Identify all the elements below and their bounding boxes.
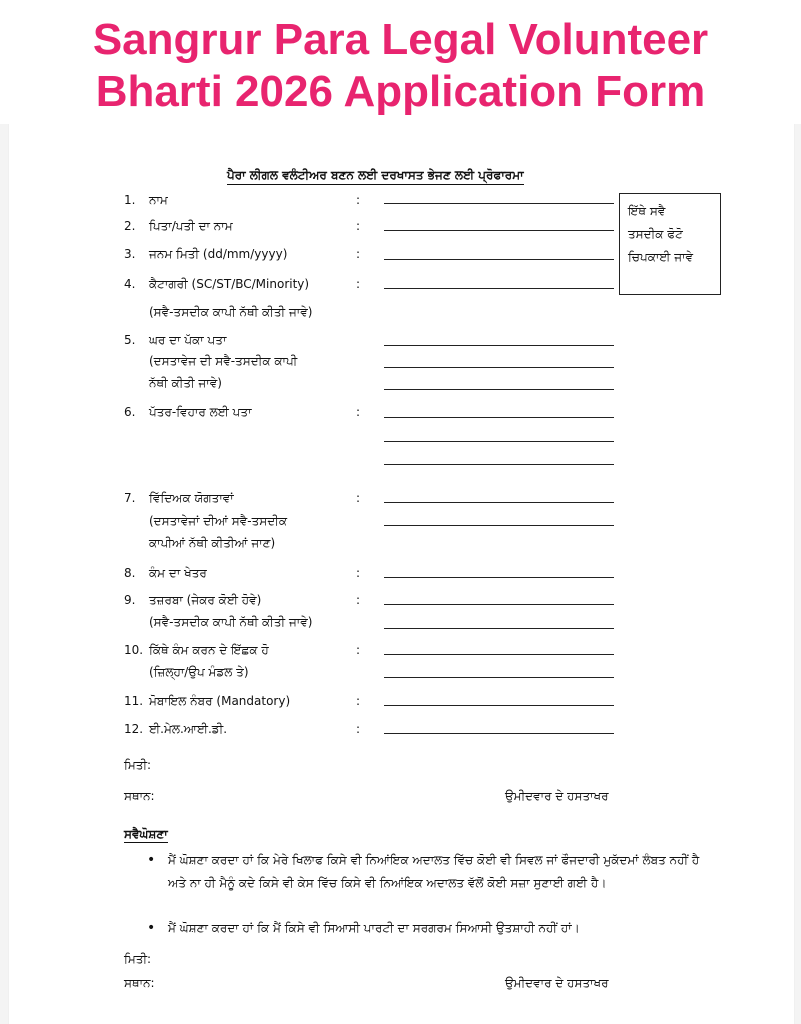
field-label-email: ਈ.ਮੇਲ.ਆਈ.ਡੀ. [149, 722, 228, 736]
banner-title [0, 14, 801, 118]
field-colon: : [356, 219, 361, 233]
place-label: ਸਥਾਨ: [124, 789, 155, 803]
field-colon: : [356, 722, 361, 736]
preferred-location-field-1[interactable] [384, 654, 614, 655]
field-colon: : [356, 405, 361, 419]
photo-box-line: ਇੱਥੇ ਸਵੈ [628, 204, 666, 218]
field-note: (ਸਵੈ-ਤਸਦੀਕ ਕਾਪੀ ਨੱਥੀ ਕੀਤੀ ਜਾਵੇ) [149, 305, 313, 319]
field-colon: : [356, 643, 361, 657]
permanent-address-field-3[interactable] [384, 389, 614, 390]
field-note: (ਜ਼ਿਲ੍ਹਾ/ਉਪ ਮੰਡਲ ਤੇ) [149, 665, 249, 679]
banner-title-line1: Sangrur Para Legal Volunteer [92, 15, 709, 64]
field-note: ਕਾਪੀਆਂ ਨੱਥੀ ਕੀਤੀਆਂ ਜਾਣ) [149, 536, 276, 550]
field-label-dob: ਜਨਮ ਮਿਤੀ (dd/mm/yyyy) [149, 247, 288, 261]
field-number: 3. [124, 247, 136, 261]
field-note: (ਦਸਤਾਵੇਜਾਂ ਦੀਆਂ ਸਵੈ-ਤਸਦੀਕ [149, 514, 287, 528]
field-label-permanent-address: ਘਰ ਦਾ ਪੱਕਾ ਪਤਾ [149, 333, 227, 347]
field-number: 5. [124, 333, 136, 347]
signature-label: ਉਮੀਦਵਾਰ ਦੇ ਹਸਤਾਖਰ [505, 789, 609, 803]
correspondence-address-field-1[interactable] [384, 417, 614, 418]
field-label-mobile: ਮੋਬਾਇਲ ਨੰਬਰ (Mandatory) [149, 694, 291, 708]
declaration-heading: ਸਵੈਘੋਸ਼ਣਾ [124, 827, 168, 841]
photo-box-line: ਤਸਦੀਕ ਫੋਟੋ [628, 227, 683, 241]
photo-box [619, 193, 721, 295]
name-field[interactable] [384, 203, 614, 204]
field-label-preferred-location: ਕਿੱਥੇ ਕੰਮ ਕਰਨ ਦੇ ਇੱਛਕ ਹੋ [149, 643, 269, 657]
bullet-icon: • [147, 920, 156, 936]
field-label-correspondence-address: ਪੱਤਰ-ਵਿਹਾਰ ਲਈ ਪਤਾ [149, 405, 252, 419]
field-note: ਨੱਥੀ ਕੀਤੀ ਜਾਵੇ) [149, 376, 222, 390]
field-label-experience: ਤਜ਼ਰਬਾ (ਜੇਕਰ ਕੋਈ ਹੋਵੇ) [149, 593, 262, 607]
field-colon: : [356, 491, 361, 505]
field-number: 12. [124, 722, 144, 736]
field-label-education: ਵਿੱਦਿਅਕ ਯੋਗਤਾਵਾਂ [149, 491, 234, 505]
field-number: 6. [124, 405, 136, 419]
education-field-1[interactable] [384, 502, 614, 503]
field-number: 10. [124, 643, 144, 657]
correspondence-address-field-2[interactable] [384, 441, 614, 442]
email-field[interactable] [384, 733, 614, 734]
banner [0, 0, 801, 124]
category-field[interactable] [384, 288, 614, 289]
field-colon: : [356, 247, 361, 261]
permanent-address-field-2[interactable] [384, 367, 614, 368]
field-label-category: ਕੈਟਾਗਰੀ (SC/ST/BC/Minority) [149, 277, 310, 291]
page-shadow-left [0, 124, 8, 1024]
photo-box-line: ਚਿਪਕਾਈ ਜਾਵੇ [628, 250, 694, 264]
place-label: ਸਥਾਨ: [124, 976, 155, 990]
field-number: 2. [124, 219, 136, 233]
field-number: 4. [124, 277, 136, 291]
field-note: (ਸਵੈ-ਤਸਦੀਕ ਕਾਪੀ ਨੱਥੀ ਕੀਤੀ ਜਾਵੇ) [149, 615, 313, 629]
field-label-work-area: ਕੰਮ ਦਾ ਖੇਤਰ [149, 566, 207, 580]
field-note: (ਦਸਤਾਵੇਜ ਦੀ ਸਵੈ-ਤਸਦੀਕ ਕਾਪੀ [149, 354, 298, 368]
field-number: 11. [124, 694, 144, 708]
permanent-address-field-1[interactable] [384, 345, 614, 346]
experience-field-1[interactable] [384, 604, 614, 605]
declaration-item: ਮੈਂ ਘੋਸ਼ਣਾ ਕਰਦਾ ਹਾਂ ਕਿ ਮੇਰੇ ਖਿਲਾਫ ਕਿਸੇ ਵੀ ਨਿਆਂਇਕ ਅਦਾਲਤ ਵਿੱਚ ਕੋਈ ਵੀ ਸਿਵਲ ਜਾਂ ਫੌਜਦਾਰੀ ਮੁਕੱਦਮਾਂ ਲੰਬਤ ਨਹੀਂ ਹੈ ਅਤੇ ਨਾ ਹੀ ਮੈਨੂੰ ਕਦੇ ਕਿਸੇ ਵੀ ਕੇਸ ਵਿੱਚ ਕਿਸੇ ਵੀ ਨਿਆਂਇਕ ਅਦਾਲਤ ਵੱਲੋਂ ਕੋਈ ਸਜ਼ਾ ਸੁਣਾਈ ਗਈ ਹੈ। [168, 853, 700, 890]
signature-label: ਉਮੀਦਵਾਰ ਦੇ ਹਸਤਾਖਰ [505, 976, 609, 990]
mobile-field[interactable] [384, 705, 614, 706]
bullet-icon: • [147, 852, 156, 868]
field-number: 8. [124, 566, 136, 580]
date-label: ਮਿਤੀ: [124, 952, 152, 966]
experience-field-2[interactable] [384, 628, 614, 629]
field-label-father-name: ਪਿਤਾ/ਪਤੀ ਦਾ ਨਾਮ [149, 219, 233, 233]
declaration-item: ਮੈਂ ਘੋਸ਼ਣਾ ਕਰਦਾ ਹਾਂ ਕਿ ਮੈਂ ਕਿਸੇ ਵੀ ਸਿਆਸੀ ਪਾਰਟੀ ਦਾ ਸਰਗਰਮ ਸਿਆਸੀ ਉਤਸ਼ਾਹੀ ਨਹੀਂ ਹਾਂ। [168, 921, 580, 935]
field-colon: : [356, 193, 361, 207]
father-name-field[interactable] [384, 230, 614, 231]
education-field-2[interactable] [384, 525, 614, 526]
field-colon: : [356, 694, 361, 708]
dob-field[interactable] [384, 259, 614, 260]
banner-title-line2: Bharti 2026 Application Form [95, 67, 706, 116]
field-number: 7. [124, 491, 136, 505]
preferred-location-field-2[interactable] [384, 677, 614, 678]
form-heading: ਪੈਰਾ ਲੀਗਲ ਵਲੰਟੀਅਰ ਬਣਨ ਲਈ ਦਰਖਾਸਤ ਭੇਜਣ ਲਈ ਪ੍ਰੋਫਾਰਮਾ [227, 168, 524, 185]
date-label: ਮਿਤੀ: [124, 758, 152, 772]
correspondence-address-field-3[interactable] [384, 464, 614, 465]
field-number: 1. [124, 193, 136, 207]
field-colon: : [356, 593, 361, 607]
field-colon: : [356, 566, 361, 580]
field-number: 9. [124, 593, 136, 607]
work-area-field[interactable] [384, 577, 614, 578]
field-colon: : [356, 277, 361, 291]
field-label-name: ਨਾਮ [149, 193, 168, 207]
